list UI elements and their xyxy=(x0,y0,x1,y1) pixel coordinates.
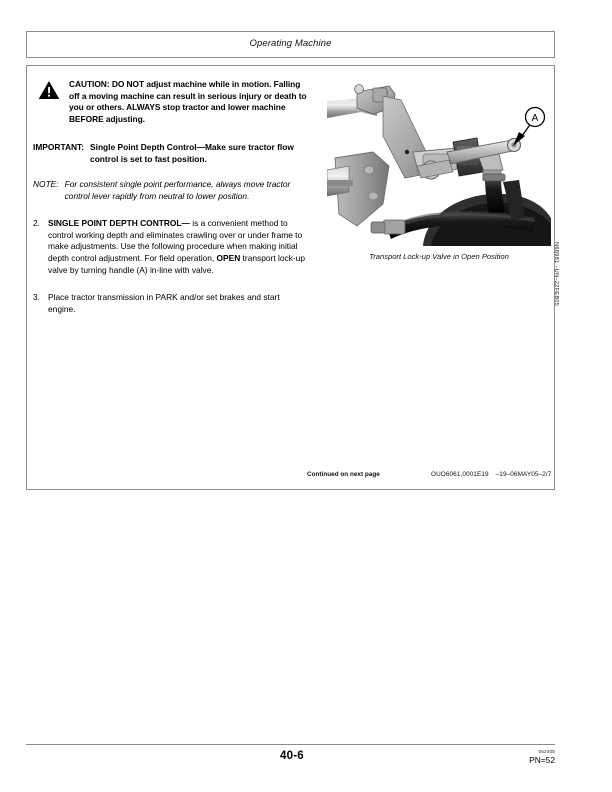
figure-column xyxy=(327,74,551,261)
footer-pn: PN=52 xyxy=(529,755,555,765)
footer-right-block xyxy=(500,749,555,766)
step-emphasis: OPEN xyxy=(216,253,241,264)
note-text: For consistent single point performance, always move tractor control lever rapidly from neutral to lower position. xyxy=(64,179,291,202)
caution-block xyxy=(33,79,309,127)
continued-on-next-page: Continued on next page xyxy=(307,471,380,478)
footer-date-code: 052405 xyxy=(538,749,555,754)
note-block xyxy=(33,179,309,202)
important-block xyxy=(33,142,309,165)
step-lead: SINGLE POINT DEPTH CONTROL— xyxy=(48,217,190,228)
document-code-id: OUO6061,0001E19 xyxy=(431,471,489,478)
box-footer xyxy=(27,471,554,481)
page-number: 40-6 xyxy=(280,750,304,762)
important-text: Single Point Depth Control—Make sure tractor flow control is set to fast position. xyxy=(90,142,294,164)
content-box xyxy=(26,65,559,490)
step-body-1: is a convenient method to control working depth and eliminates crawling over or under frame to make adjustments. Use the following procedure when making initial depth control adjustment. For field operation, xyxy=(48,217,303,264)
step-number: 2. xyxy=(33,217,40,228)
step-number: 3. xyxy=(33,291,40,302)
step-text xyxy=(48,292,309,316)
document-code xyxy=(431,471,551,478)
page-title: Operating Machine xyxy=(249,38,332,49)
text-column xyxy=(33,79,309,315)
step-text xyxy=(48,218,309,277)
page-header-box xyxy=(26,31,555,58)
machinery-photo xyxy=(327,74,551,246)
list-item xyxy=(33,292,309,316)
note-label: NOTE: xyxy=(33,179,59,190)
footer-divider xyxy=(26,744,555,745)
warning-triangle-icon xyxy=(38,80,60,100)
list-item xyxy=(33,218,309,277)
step-body-2: transport lock-up valve by turning handle (A) in-line with valve. xyxy=(48,253,305,275)
caution-text: CAUTION: DO NOT adjust machine while in motion. Falling off a moving machine can result in serious injury or death to you or others. ALWAYS stop tractor and lower machine BEFORE adjusting. xyxy=(69,79,307,125)
callout-label-a: A xyxy=(531,113,539,124)
figure-caption: Transport Lock-up Valve in Open Position xyxy=(369,252,509,261)
step-body-1: Place tractor transmission in PARK and/or set brakes and start engine. xyxy=(48,291,280,314)
document-revision: –19–06MAY05–2/7 xyxy=(495,471,552,478)
important-label: IMPORTANT: xyxy=(33,142,85,152)
figure-code: N68981 –UN–22FEB05 xyxy=(553,242,559,307)
